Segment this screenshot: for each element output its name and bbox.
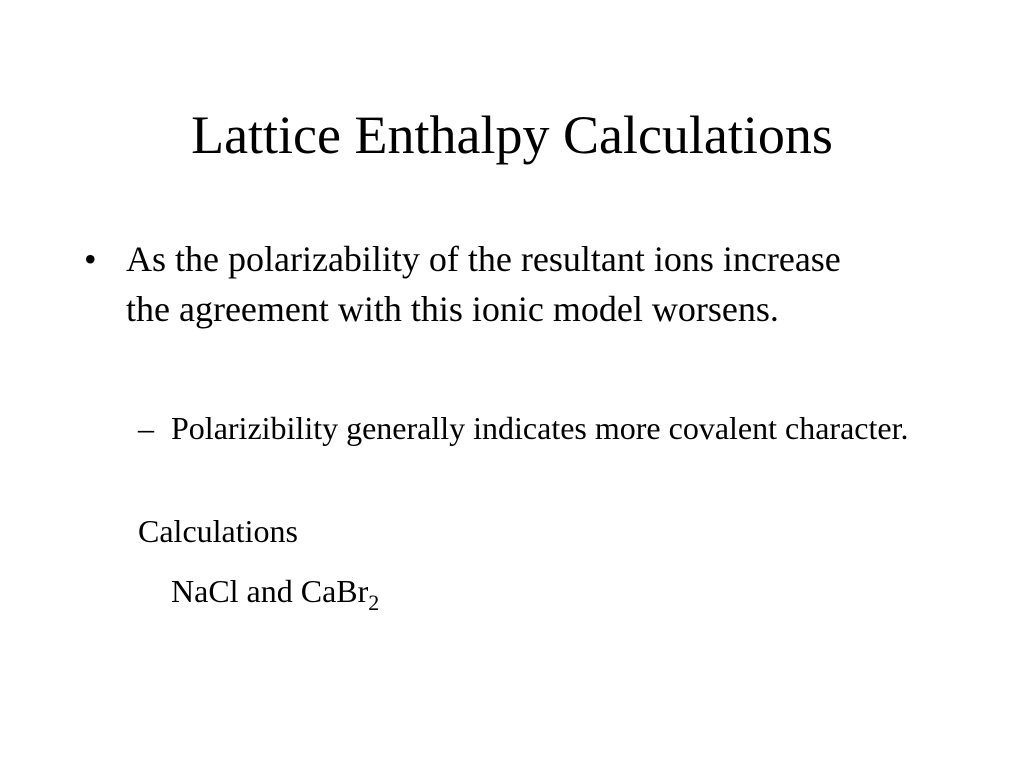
sub-bullet-text: Polarizibility generally indicates more covalent character. [171, 410, 909, 446]
slide-title: Lattice Enthalpy Calculations [191, 105, 833, 165]
bullet-marker: • [84, 239, 97, 279]
sub-bullet-marker: – [138, 410, 154, 446]
calculations-label: Calculations [138, 513, 298, 549]
formula-line [171, 568, 379, 614]
bullet-text: As the polarizability of the resultant ions increase the agreement with this ionic model worsens. [126, 239, 841, 329]
formula-prefix: NaCl and CaBr [171, 573, 369, 609]
formula-subscript: 2 [368, 590, 380, 615]
